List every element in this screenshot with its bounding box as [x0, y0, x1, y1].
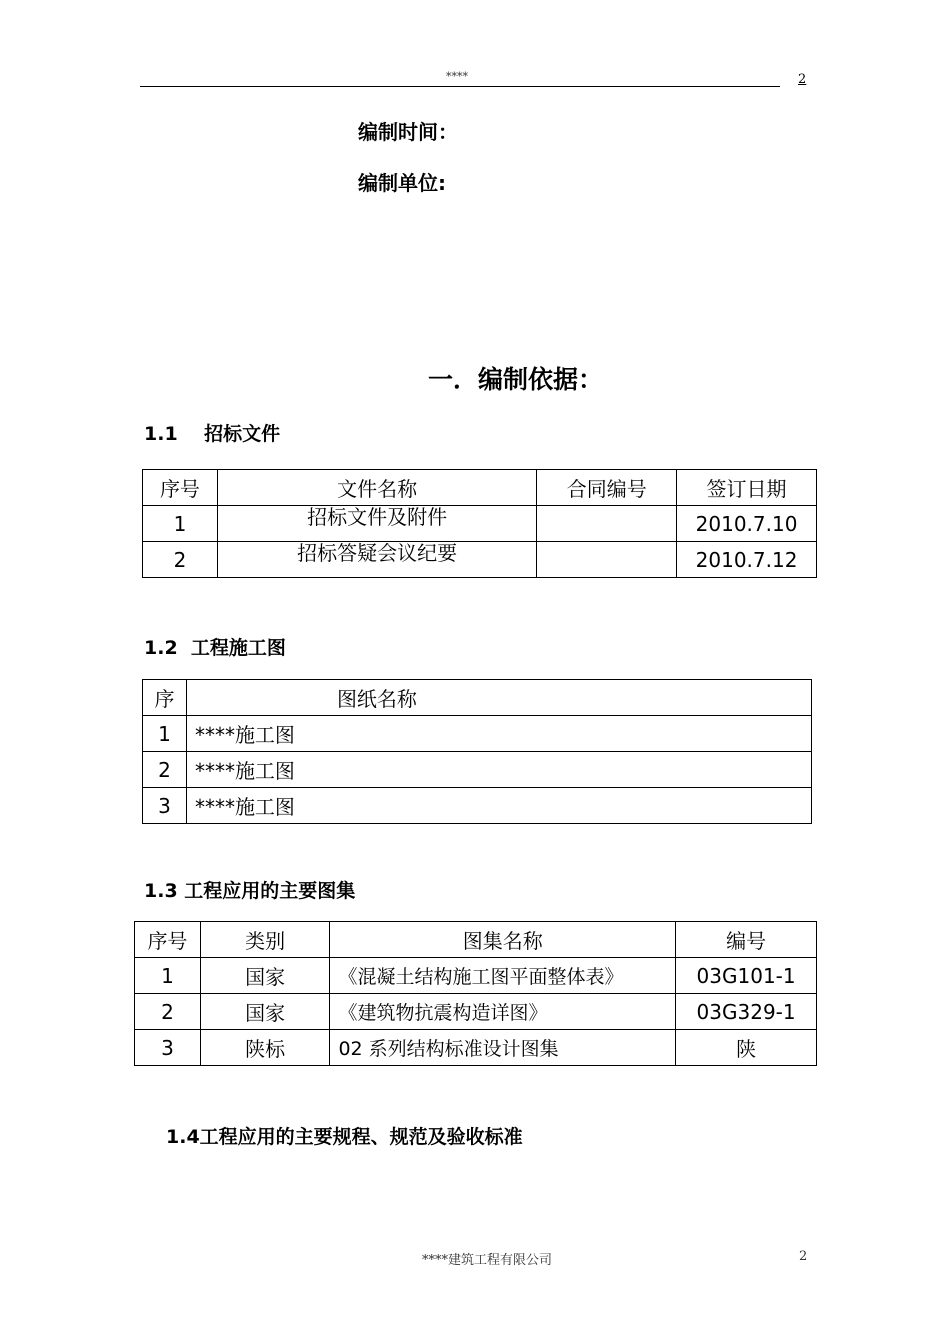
cell: 3: [135, 1030, 201, 1066]
atlas-table: [134, 921, 817, 1066]
col-header: 序号: [143, 470, 218, 506]
s13-heading: 1.3 工程应用的主要图集: [144, 880, 356, 902]
cell: 2: [143, 542, 218, 578]
table-header-row: [135, 922, 817, 958]
s14-heading: 1.4工程应用的主要规程、规范及验收标准: [166, 1126, 523, 1148]
col-header: 合同编号: [537, 470, 677, 506]
cell: 2010.7.10: [677, 506, 817, 542]
header-text: ****: [446, 70, 468, 83]
header-page-number: 2: [798, 72, 807, 87]
col-header: 图纸名称: [186, 680, 811, 716]
cell: 招标答疑会议纪要: [217, 542, 536, 578]
table-header-row: [143, 680, 812, 716]
table-row: [143, 542, 817, 578]
col-header: 序: [143, 680, 187, 716]
col-header: 图集名称: [330, 922, 676, 958]
table-row: [135, 994, 817, 1030]
drawings-table: [142, 679, 812, 824]
cell: [537, 506, 677, 542]
cell: 1: [135, 958, 201, 994]
col-header: 编号: [676, 922, 817, 958]
cell: 2: [135, 994, 201, 1030]
cell: 《建筑物抗震构造详图》: [330, 994, 676, 1030]
col-header: 签订日期: [677, 470, 817, 506]
table-row: [143, 752, 812, 788]
tender-docs-table: [142, 469, 817, 578]
cell: 国家: [200, 958, 330, 994]
table-row: [135, 1030, 817, 1066]
cell: 国家: [200, 994, 330, 1030]
table-header-row: [143, 470, 817, 506]
section-title: 一．编制依据：: [428, 365, 604, 394]
col-header: 序号: [135, 922, 201, 958]
s12-heading: 1.2 工程施工图: [144, 637, 286, 659]
cell: 2010.7.12: [677, 542, 817, 578]
footer-page-number: 2: [799, 1249, 808, 1264]
cell: ****施工图: [186, 716, 811, 752]
table-row: [143, 506, 817, 542]
table-row: [135, 958, 817, 994]
table-row: [143, 716, 812, 752]
cell: 02 系列结构标准设计图集: [330, 1030, 676, 1066]
table-row: [143, 788, 812, 824]
cell: 陕: [676, 1030, 817, 1066]
header-rule: [140, 86, 780, 87]
col-header: 文件名称: [217, 470, 536, 506]
cell: 1: [143, 506, 218, 542]
cell: 陕标: [200, 1030, 330, 1066]
cell: 1: [143, 716, 187, 752]
cell: [537, 542, 677, 578]
cell: 3: [143, 788, 187, 824]
cell: ****施工图: [186, 788, 811, 824]
footer-company: ****建筑工程有限公司: [422, 1253, 553, 1268]
compile-time-label: 编制时间：: [358, 120, 458, 144]
col-header: 类别: [200, 922, 330, 958]
cell: 03G101-1: [676, 958, 817, 994]
cell: 03G329-1: [676, 994, 817, 1030]
compile-unit-label: 编制单位:: [358, 171, 446, 195]
cell: 《混凝土结构施工图平面整体表》: [330, 958, 676, 994]
cell: ****施工图: [186, 752, 811, 788]
cell: 招标文件及附件: [217, 506, 536, 542]
s11-heading: 1.1 招标文件: [144, 423, 281, 445]
cell: 2: [143, 752, 187, 788]
